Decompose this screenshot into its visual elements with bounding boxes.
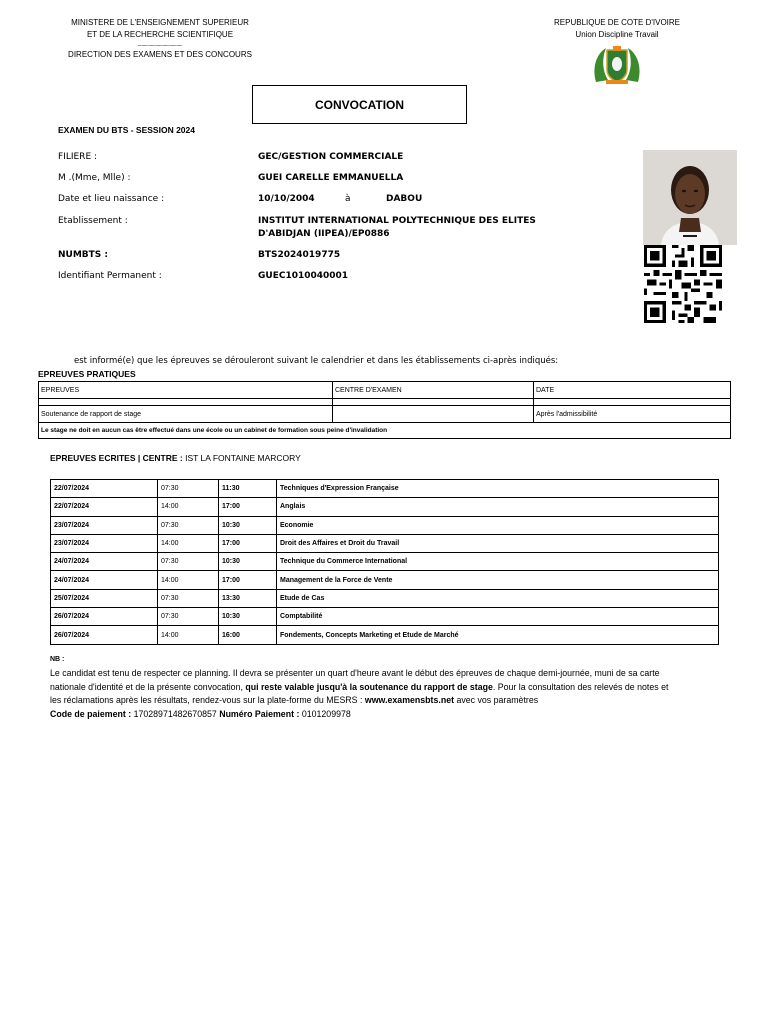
start-time: 14:00 <box>158 626 219 644</box>
pratique-centre <box>333 406 534 423</box>
end-time: 17:00 <box>219 571 277 589</box>
exam-date: 26/07/2024 <box>51 608 158 626</box>
intro-text: est informé(e) que les épreuves se dérouleront suivant le calendrier et dans les établissements ci-après indiqués: <box>74 356 559 366</box>
exam-date: 22/07/2024 <box>51 480 158 498</box>
numero-value: 0101209978 <box>301 709 351 720</box>
note-text-3: avec vos paramètres <box>454 695 539 706</box>
name-label: M .(Mme, Mlle) : <box>58 173 131 183</box>
subject: Technique du Commerce International <box>277 553 719 571</box>
start-time: 07:30 <box>158 553 219 571</box>
etab-label: Etablissement : <box>58 216 128 226</box>
note-text-2: . Pour la consultation des relevés de notes et les réclamations après les résultats, rendez-vous sur la plate-forme du MESRS : <box>50 681 669 706</box>
pratiques-table <box>38 381 731 439</box>
subject: Etude de Cas <box>277 589 719 607</box>
schedule-row <box>51 553 719 571</box>
subject: Fondements, Concepts Marketing et Etude de Marché <box>277 626 719 644</box>
start-time: 07:30 <box>158 480 219 498</box>
ministry-header <box>60 17 260 61</box>
exam-date: 24/07/2024 <box>51 571 158 589</box>
subject: Comptabilité <box>277 608 719 626</box>
subject: Droit des Affaires et Droit du Travail <box>277 534 719 552</box>
site-link: www.examensbts.net <box>364 695 455 706</box>
republic-header <box>537 17 697 41</box>
etab-line-1: INSTITUT INTERNATIONAL POLYTECHNIQUE DES ELITES <box>258 216 536 226</box>
ministry-line-1: MINISTERE DE L'ENSEIGNEMENT SUPERIEUR <box>71 18 249 27</box>
subject: Management de la Force de Vente <box>277 571 719 589</box>
end-time: 10:30 <box>219 553 277 571</box>
republic-line-2: Union Discipline Travail <box>575 30 659 39</box>
schedule-row <box>51 589 719 607</box>
ident-label: Identifiant Permanent : <box>58 271 162 281</box>
end-time: 11:30 <box>219 480 277 498</box>
pratique-epreuve: Soutenance de rapport de stage <box>39 406 333 423</box>
end-time: 16:00 <box>219 626 277 644</box>
schedule-row <box>51 571 719 589</box>
exam-date: 26/07/2024 <box>51 626 158 644</box>
note-paragraph <box>50 667 670 722</box>
birth-place: DABOU <box>386 194 423 204</box>
start-time: 14:00 <box>158 498 219 516</box>
filiere-label: FILIERE : <box>58 152 98 162</box>
exam-date: 25/07/2024 <box>51 589 158 607</box>
candidate-photo <box>643 150 737 245</box>
start-time: 14:00 <box>158 534 219 552</box>
etab-value <box>258 215 536 241</box>
schedule-row <box>51 516 719 534</box>
schedule-row <box>51 498 719 516</box>
schedule-row <box>51 534 719 552</box>
end-time: 17:00 <box>219 534 277 552</box>
end-time: 17:00 <box>219 498 277 516</box>
birth-label: Date et lieu naissance : <box>58 194 165 204</box>
republic-line-1: REPUBLIQUE DE COTE D'IVOIRE <box>554 18 680 27</box>
exam-date: 22/07/2024 <box>51 498 158 516</box>
stage-warning: Le stage ne doit en aucun cas être effectué dans une école ou un cabinet de formation sous peine d'invalidation <box>39 423 731 439</box>
ecrites-centre: IST LA FONTAINE MARCORY <box>185 453 301 463</box>
name-value: GUEI CARELLE EMMANUELLA <box>258 173 404 183</box>
qr-code <box>642 245 724 323</box>
subject: Economie <box>277 516 719 534</box>
ecrites-label: EPREUVES ECRITES | CENTRE : <box>50 453 183 463</box>
exam-date: 24/07/2024 <box>51 553 158 571</box>
filiere-value: GEC/GESTION COMMERCIALE <box>258 152 404 162</box>
subject: Techniques d'Expression Française <box>277 480 719 498</box>
end-time: 13:30 <box>219 589 277 607</box>
code-label: Code de paiement : <box>50 709 132 720</box>
numero-label: Numéro Paiement : <box>216 709 300 720</box>
exam-date: 23/07/2024 <box>51 534 158 552</box>
pratiques-title: EPREUVES PRATIQUES <box>38 369 136 379</box>
schedule-table <box>50 479 719 645</box>
subject: Anglais <box>277 498 719 516</box>
header-centre: CENTRE D'EXAMEN <box>333 382 534 399</box>
schedule-row <box>51 608 719 626</box>
etab-line-2: D'ABIDJAN (IIPEA)/EP0886 <box>258 229 390 239</box>
birth-separator: à <box>345 194 351 204</box>
convocation-title: CONVOCATION <box>252 85 467 124</box>
end-time: 10:30 <box>219 516 277 534</box>
ecrites-header <box>50 453 301 463</box>
schedule-row <box>51 480 719 498</box>
header-epreuves: EPREUVES <box>39 382 333 399</box>
coat-of-arms-icon <box>590 42 644 86</box>
end-time: 10:30 <box>219 608 277 626</box>
header-date: DATE <box>534 382 731 399</box>
schedule-row <box>51 626 719 644</box>
code-value: 17028971482670857 <box>133 709 217 720</box>
ministry-line-3: DIRECTION DES EXAMENS ET DES CONCOURS <box>68 50 252 59</box>
session-label: EXAMEN DU BTS - SESSION 2024 <box>58 125 195 135</box>
numbts-value: BTS2024019775 <box>258 250 341 260</box>
ministry-dots: ...................................... <box>137 42 183 48</box>
start-time: 07:30 <box>158 608 219 626</box>
note-text-1: Le candidat est tenu de respecter ce planning. Il devra se présenter un quart d'heure avant le début des épreuves de chaque demi-journée, muni de sa carte nationale d'identité et de la présente convocation, <box>50 668 660 692</box>
numbts-label: NUMBTS : <box>58 250 109 260</box>
pratique-date: Après l'admissibilité <box>534 406 731 423</box>
ministry-line-2: ET DE LA RECHERCHE SCIENTIFIQUE <box>86 30 234 39</box>
note-bold: qui reste valable jusqu'à la soutenance du rapport de stage <box>245 681 493 692</box>
start-time: 07:30 <box>158 516 219 534</box>
nb-label: NB : <box>50 656 65 663</box>
start-time: 07:30 <box>158 589 219 607</box>
exam-date: 23/07/2024 <box>51 516 158 534</box>
ident-value: GUEC1010040001 <box>258 271 349 281</box>
birth-date: 10/10/2004 <box>258 194 315 204</box>
start-time: 14:00 <box>158 571 219 589</box>
